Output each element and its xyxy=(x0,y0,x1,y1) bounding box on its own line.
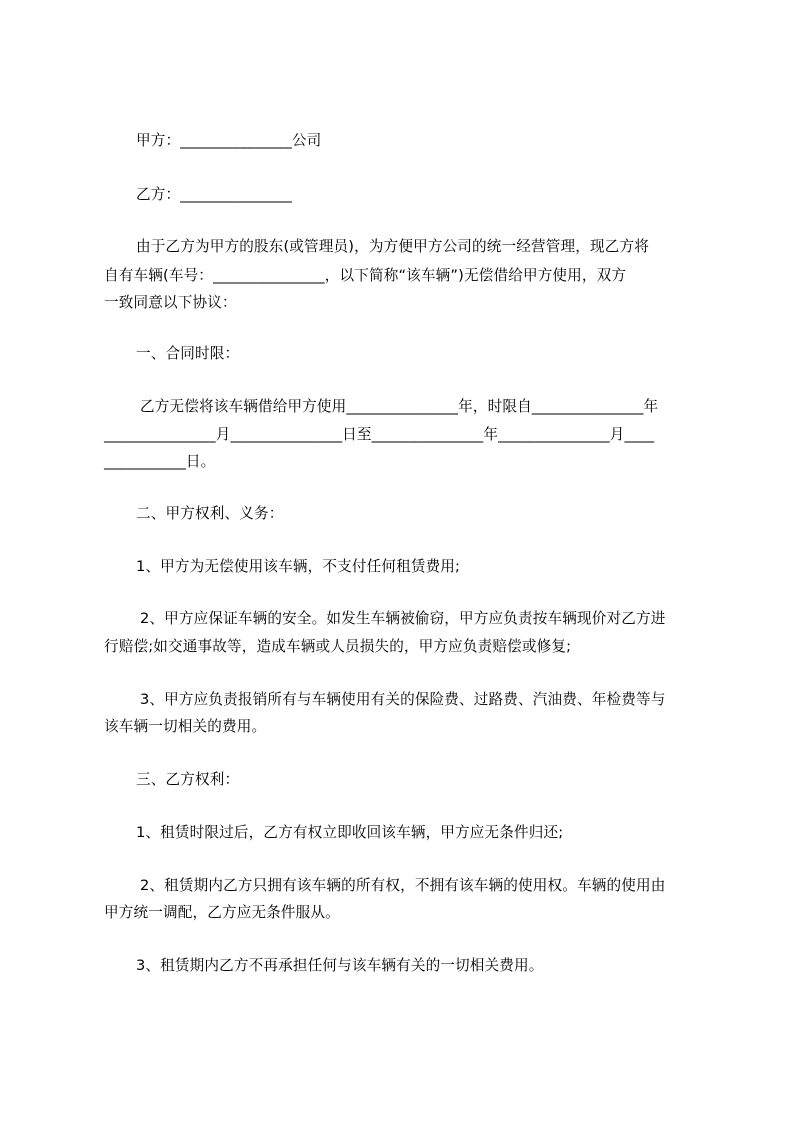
section-1-heading: 一、合同时限： xyxy=(136,345,240,362)
party-a-line: 甲方：_______________公司 xyxy=(136,132,322,149)
section-3-item-1: 1、租赁时限过后，乙方有权立即收回该车辆，甲方应无条件归还; xyxy=(136,824,564,841)
section-2-item-3-line-1: 3、甲方应负责报销所有与车辆使用有关的保险费、过路费、汽油费、年检费等与 xyxy=(140,691,666,708)
section-3-item-3: 3、租赁期内乙方不再承担任何与该车辆有关的一切相关费用。 xyxy=(136,957,544,974)
intro-line-2: 自有车辆(车号：_______________，以下简称“该车辆”)无偿借给甲方使用，双方 xyxy=(104,267,627,284)
party-b-line: 乙方：_______________ xyxy=(136,186,292,203)
section-2-item-2-line-2: 行赔偿;如交通事故等，造成车辆或人员损失的，甲方应负责赔偿或修复; xyxy=(104,638,572,655)
intro-line-3: 一致同意以下协议： xyxy=(104,294,237,311)
section-2-item-2-line-1: 2、甲方应保证车辆的安全。如发生车辆被偷窃，甲方应负责按车辆现价对乙方进 xyxy=(140,610,666,627)
section-1-line-2: _______________月_______________日至_______________年_______________月____ xyxy=(104,426,655,443)
section-2-item-3-line-2: 该车辆一切相关的费用。 xyxy=(104,718,267,735)
section-3-item-2-line-1: 2、租赁期内乙方只拥有该车辆的所有权，不拥有该车辆的使用权。车辆的使用由 xyxy=(140,877,666,894)
section-3-item-2-line-2: 甲方统一调配，乙方应无条件服从。 xyxy=(104,904,340,921)
section-1-line-3: ___________日。 xyxy=(104,453,216,470)
intro-line-1: 由于乙方为甲方的股东(或管理员)，为方便甲方公司的统一经营管理，现乙方将 xyxy=(136,238,649,255)
section-2-item-1: 1、甲方为无偿使用该车辆，不支付任何租赁费用; xyxy=(136,558,461,575)
section-3-heading: 三、乙方权利： xyxy=(136,771,240,788)
section-1-line-1: 乙方无偿将该车辆借给甲方使用_______________年，时限自_______________年 xyxy=(140,398,659,415)
section-2-heading: 二、甲方权利、义务： xyxy=(136,505,284,522)
